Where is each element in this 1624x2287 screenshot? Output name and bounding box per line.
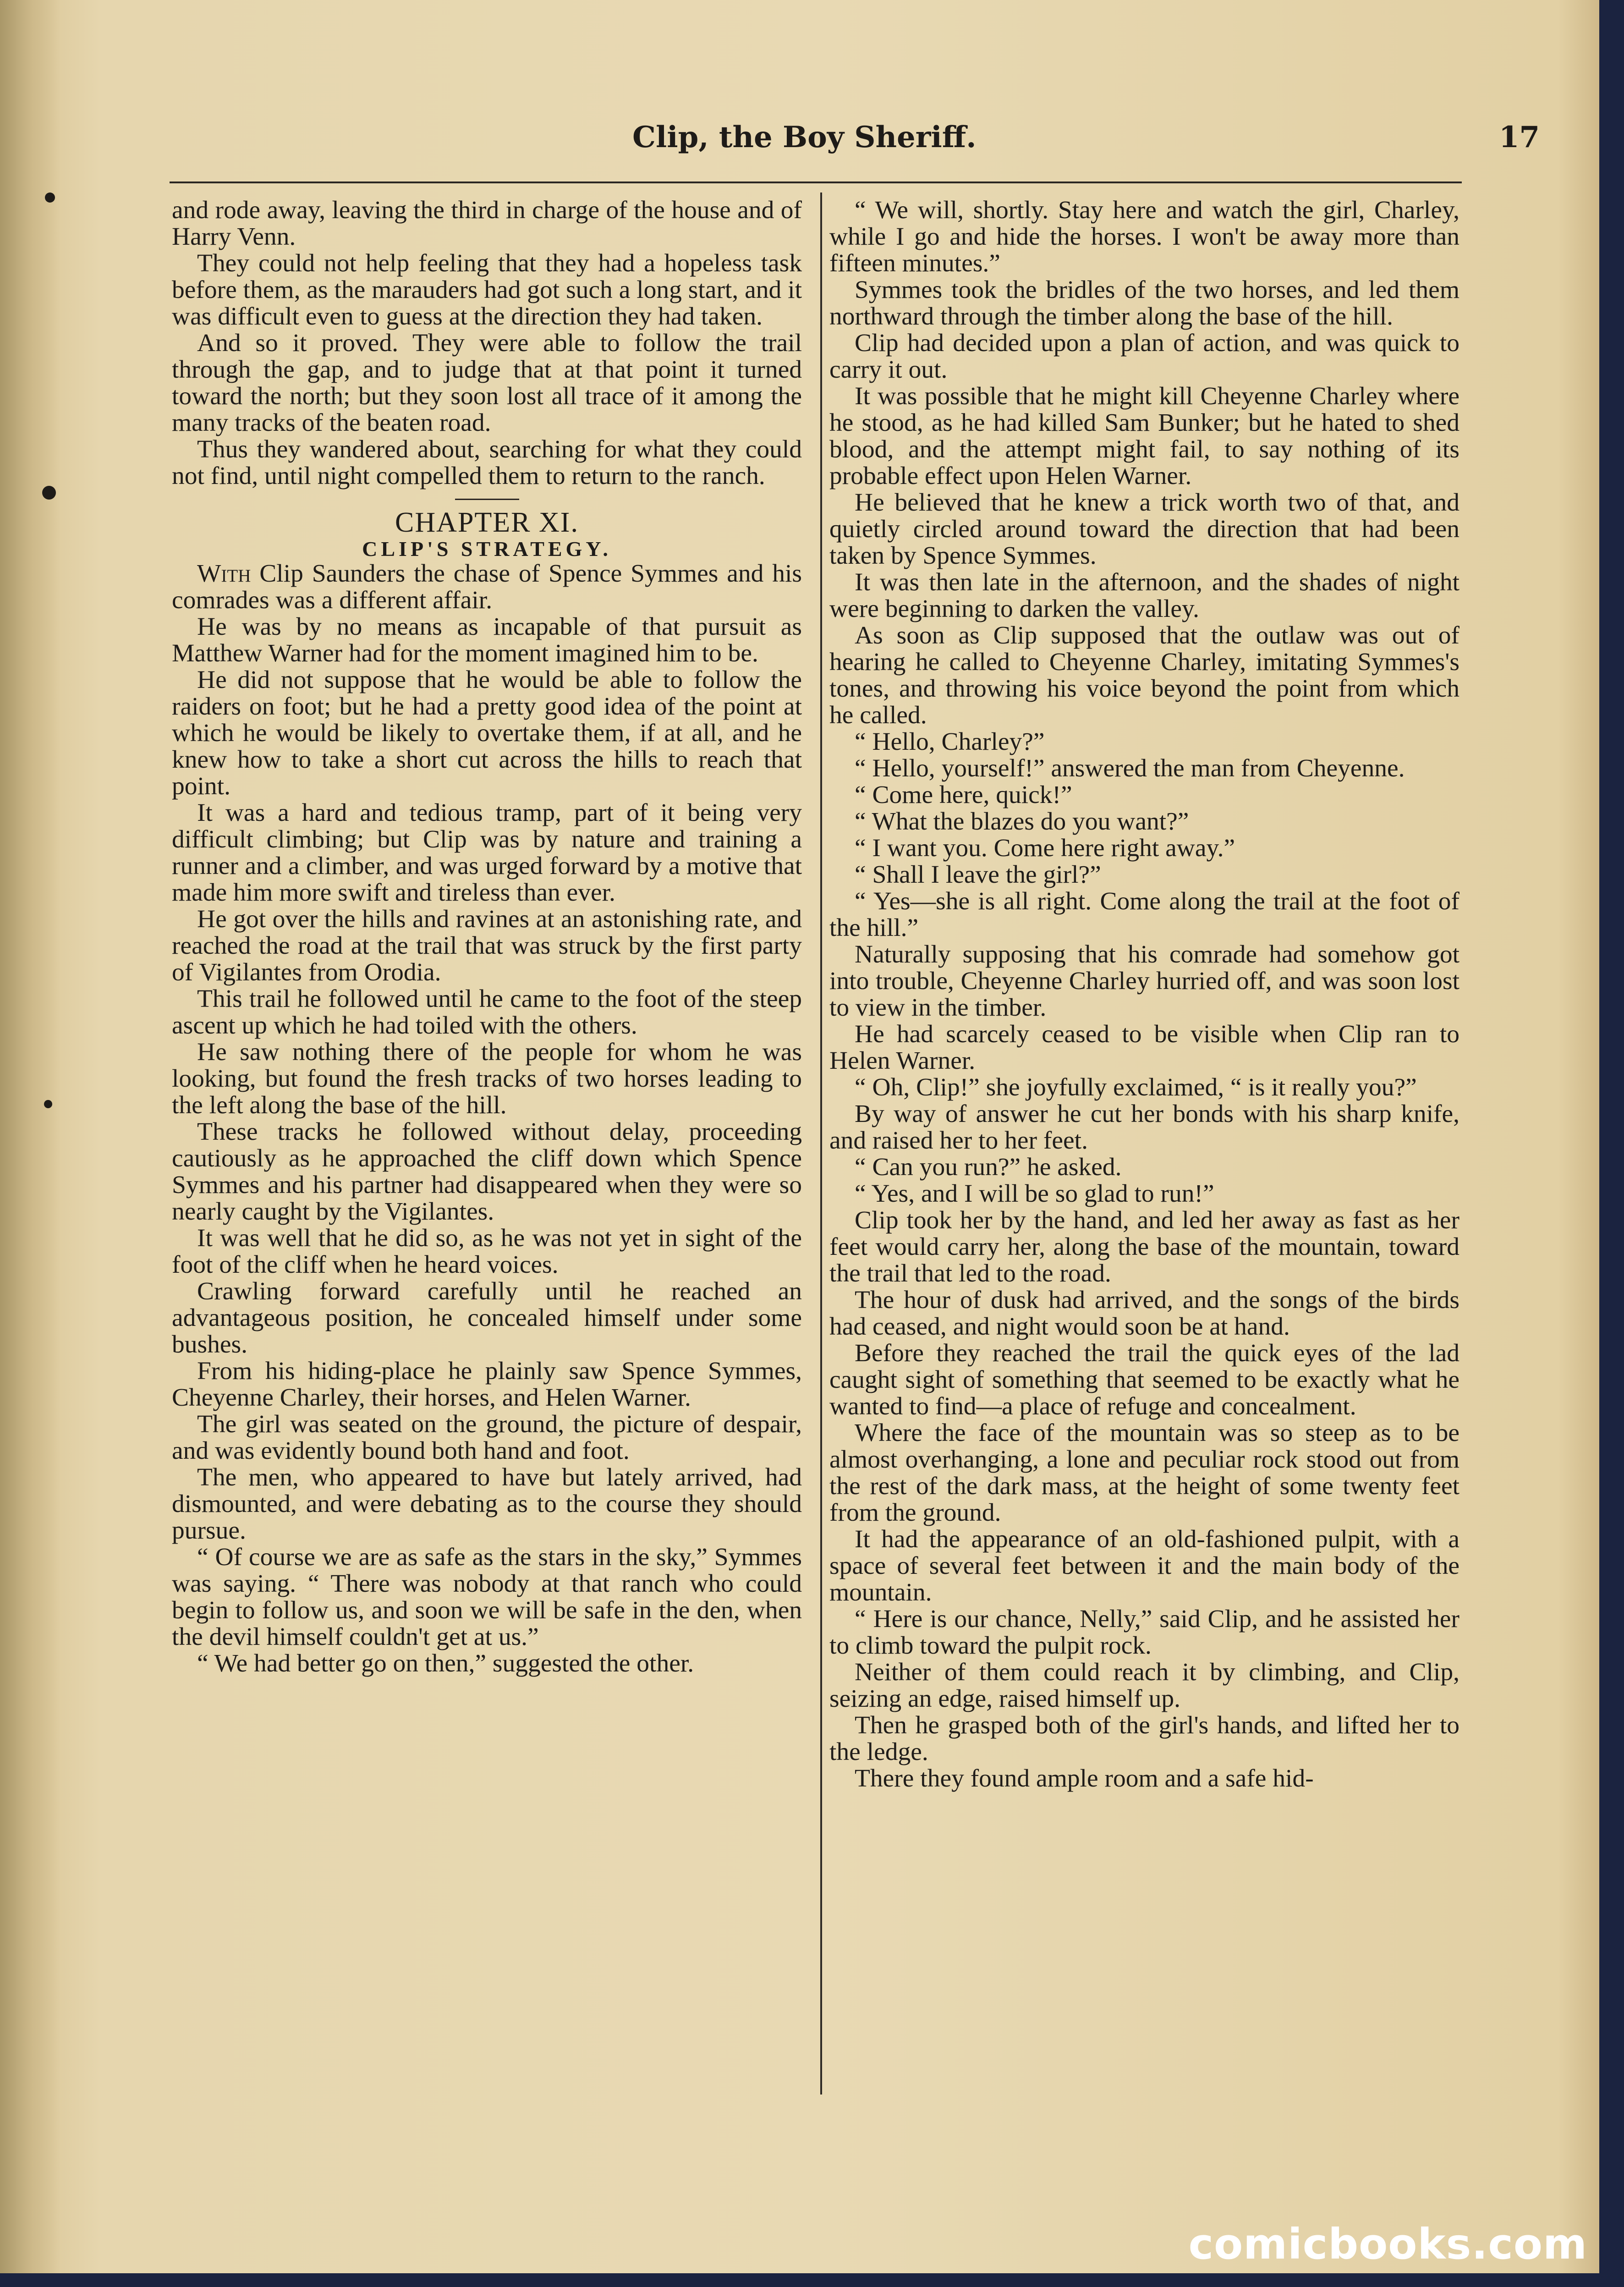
paragraph: This trail he followed until he came to the foot of the steep ascent up which he had toiled with the others.: [172, 985, 802, 1039]
paragraph: Crawling forward carefully until he reached an advantageous position, he concealed himself under some bushes.: [172, 1277, 802, 1358]
opening-text: Clip Saunders the chase of Spence Symmes and his comrades was a different affair.: [172, 560, 802, 614]
paragraph: Naturally supposing that his comrade had somehow got into trouble, Cheyenne Charley hurried off, and was soon lost to view in the timber.: [829, 940, 1459, 1022]
paragraph: Clip took her by the hand, and led her away as fast as her feet would carry her, along the base of the mountain, toward the trail that led to the road.: [829, 1206, 1459, 1287]
chapter-title: CHAPTER XI.: [395, 507, 579, 538]
paragraph: There they found ample room and a safe hid-: [855, 1765, 1314, 1792]
paragraph: “ Hello, yourself!” answered the man from Cheyenne.: [855, 754, 1405, 782]
chapter-rule: [455, 499, 519, 500]
paragraph: Where the face of the mountain was so steep as to be almost overhanging, a lone and peculiar rock stood out from the rest of the dark mass, at the height of some twenty feet from the ground.: [829, 1419, 1459, 1527]
column-divider: [820, 192, 822, 2095]
page-gutter: [0, 0, 60, 2273]
paragraph: The girl was seated on the ground, the picture of despair, and was evidently bound both hand and foot.: [172, 1410, 802, 1465]
page-number: 17: [1498, 120, 1540, 154]
left-column: [172, 197, 802, 1677]
header-rule: [170, 181, 1462, 183]
paragraph: By way of answer he cut her bonds with his sharp knife, and raised her to her feet.: [829, 1100, 1459, 1154]
paragraph: “ Yes, and I will be so glad to run!”: [855, 1180, 1214, 1208]
drop-word: With: [197, 560, 251, 588]
running-header: [165, 120, 1540, 170]
binding-hole: [45, 192, 55, 203]
site-watermark: comicbooks.com: [1188, 2220, 1587, 2269]
paragraph: It was possible that he might kill Cheyenne Charley where he stood, as he had killed Sam Bunker; but he hated to shed blood, and the attempt might fail, to say nothing of its probable effect upon Helen Warner.: [829, 382, 1459, 490]
paragraph: It was well that he did so, as he was not yet in sight of the foot of the cliff when he heard voices.: [172, 1224, 802, 1279]
paragraph: He did not suppose that he would be able to follow the raiders on foot; but he had a pretty good idea of the point at which he would be likely to overtake them, if at all, and he knew how to take a short cut across the hills to reach that point.: [172, 666, 802, 800]
paragraph: He got over the hills and ravines at an astonishing rate, and reached the road at the trail that was struck by the first party of Vigilantes from Orodia.: [172, 905, 802, 986]
right-column: [829, 197, 1459, 1792]
paragraph: “ Here is our chance, Nelly,” said Clip, and he assisted her to climb toward the pulpit rock.: [829, 1605, 1459, 1660]
paragraph: Then he grasped both of the girl's hands, and lifted her to the ledge.: [829, 1711, 1459, 1766]
paragraph: “ We will, shortly. Stay here and watch the girl, Charley, while I go and hide the horses. I won't be away more than fifteen minutes.”: [829, 196, 1459, 277]
paragraph: Thus they wandered about, searching for what they could not find, until night compelled them to return to the ranch.: [172, 435, 802, 490]
paragraph: The hour of dusk had arrived, and the songs of the birds had ceased, and night would soon be at hand.: [829, 1286, 1459, 1341]
paragraph: He believed that he knew a trick worth two of that, and quietly circled around toward the direction that had been taken by Spence Symmes.: [829, 489, 1459, 570]
paragraph: From his hiding-place he plainly saw Spence Symmes, Cheyenne Charley, their horses, and Helen Warner.: [172, 1357, 802, 1412]
paragraph: “ I want you. Come here right away.”: [855, 834, 1235, 862]
paragraph: He had scarcely ceased to be visible when Clip ran to Helen Warner.: [829, 1020, 1459, 1075]
binding-hole: [42, 486, 56, 500]
paragraph: Before they reached the trail the quick eyes of the lad caught sight of something that seemed to be exactly what he wanted to find—a place of refuge and concealment.: [829, 1339, 1459, 1420]
paragraph: These tracks he followed without delay, proceeding cautiously as he approached the cliff down which Spence Symmes and his partner had disappeared when they were so nearly caught by the Vigilantes.: [172, 1118, 802, 1226]
paragraph: He was by no means as incapable of that pursuit as Matthew Warner had for the moment imagined him to be.: [172, 613, 802, 667]
paragraph: As soon as Clip supposed that the outlaw was out of hearing he called to Cheyenne Charley, imitating Symmes's tones, and throwing his voice beyond the point from which he called.: [829, 621, 1459, 729]
chapter-heading: [172, 499, 802, 561]
paragraph: “ Hello, Charley?”: [855, 728, 1045, 756]
chapter-opening-paragraph: [172, 561, 802, 614]
paragraph: “ We had better go on then,” suggested the other.: [197, 1649, 694, 1677]
paragraph: “ Come here, quick!”: [855, 781, 1072, 809]
chapter-subtitle: CLIP'S STRATEGY.: [362, 537, 612, 561]
paragraph: “ Yes—she is all right. Come along the trail at the foot of the hill.”: [829, 887, 1459, 942]
paragraph: “ Can you run?” he asked.: [855, 1153, 1122, 1181]
paragraph: Clip had decided upon a plan of action, and was quick to carry it out.: [829, 329, 1459, 384]
paragraph: “ Shall I leave the girl?”: [855, 861, 1101, 889]
paragraph: “ Oh, Clip!” she joyfully exclaimed, “ is it really you?”: [855, 1073, 1417, 1101]
paragraph: It was a hard and tedious tramp, part of it being very difficult climbing; but Clip was by nature and training a runner and a climber, and was urged forward by a motive that made him more swift and tireless than ever.: [172, 799, 802, 907]
paragraph: And so it proved. They were able to follow the trail through the gap, and to judge that at that point it turned toward the north; but they soon lost all trace of it among the many tracks of the beaten road.: [172, 329, 802, 437]
paragraph: It had the appearance of an old-fashioned pulpit, with a space of several feet between it and the main body of the mountain.: [829, 1525, 1459, 1606]
running-title: Clip, the Boy Sheriff.: [632, 120, 977, 154]
paragraph: and rode away, leaving the third in charge of the house and of Harry Venn.: [172, 196, 802, 251]
paragraph: “ Of course we are as safe as the stars in the sky,” Symmes was saying. “ There was nobody at that ranch who could begin to follow us, and soon we will be safe in the den, when the devil himself couldn't get at us.”: [172, 1543, 802, 1651]
paragraph: He saw nothing there of the people for whom he was looking, but found the fresh tracks of two horses leading to the left along the base of the hill.: [172, 1038, 802, 1119]
paragraph: The men, who appeared to have but lately arrived, had dismounted, and were debating as to the course they should pursue.: [172, 1463, 802, 1545]
paragraph: Symmes took the bridles of the two horses, and led them northward through the timber along the base of the hill.: [829, 276, 1459, 330]
paragraph: They could not help feeling that they had a hopeless task before them, as the marauders had got such a long start, and it was difficult even to guess at the direction they had taken.: [172, 249, 802, 330]
paragraph: Neither of them could reach it by climbing, and Clip, seizing an edge, raised himself up.: [829, 1658, 1459, 1713]
paragraph: It was then late in the afternoon, and the shades of night were beginning to darken the valley.: [829, 568, 1459, 623]
paragraph: “ What the blazes do you want?”: [855, 808, 1189, 836]
binding-hole: [44, 1100, 52, 1108]
